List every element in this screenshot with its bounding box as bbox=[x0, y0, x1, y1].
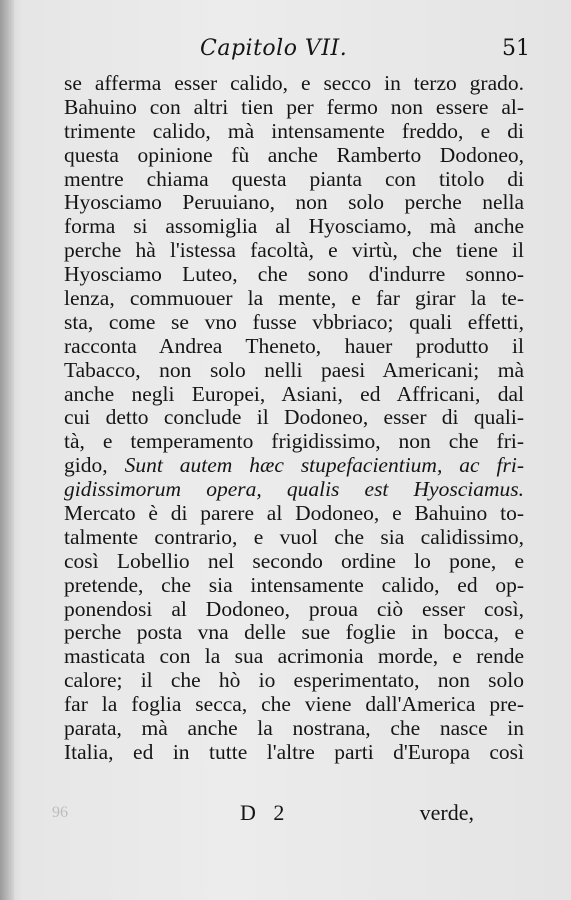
text-line: mentre chiama questa pianta con titolo di bbox=[64, 166, 524, 191]
signature-mark: D 2 bbox=[240, 800, 291, 825]
text-line: perche hà l'istessa facoltà, e virtù, che tiene il bbox=[64, 238, 524, 263]
text-line: cui detto conclude il Dodoneo, esser di quali- bbox=[64, 405, 524, 430]
text-line: Bahuino con altri tien per fermo non essere al- bbox=[64, 94, 524, 119]
text-line: calore; il che hò io esperimentato, non solo bbox=[64, 668, 524, 693]
page-gutter-shadow bbox=[0, 0, 14, 900]
body-text bbox=[64, 72, 524, 765]
text-line: questa opinione fù anche Ramberto Dodoneo, bbox=[64, 142, 524, 167]
text-line: anche negli Europei, Asiani, ed Affricani, dal bbox=[64, 381, 524, 406]
page-number: 51 bbox=[502, 36, 530, 61]
bleed-through-mark: 96 bbox=[52, 804, 68, 821]
text-line: pretende, che sia intensamente calido, ed op- bbox=[64, 572, 524, 597]
text-line: sta, come se vno fusse vbbriaco; quali effetti, bbox=[64, 309, 524, 334]
text-line: Hyosciamo Peruuiano, non solo perche nella bbox=[64, 190, 524, 215]
text-line: trimente calido, mà intensamente freddo, e di bbox=[64, 118, 524, 143]
text-line: parata, mà anche la nostrana, che nasce in bbox=[64, 716, 524, 741]
text-line-latin: gidissimorum opera, qualis est Hyosciamus. bbox=[64, 477, 524, 502]
text-line: far la foglia secca, che viene dall'America pre- bbox=[64, 692, 524, 717]
text-line: ponendosi al Dodoneo, proua ciò esser così, bbox=[64, 596, 524, 621]
text-line: talmente contrario, e vuol che sia calidissimo, bbox=[64, 524, 524, 549]
text-line: tà, e temperamento frigidissimo, non che fri- bbox=[64, 429, 524, 454]
text-line: Tabacco, non solo nelli paesi Americani; mà bbox=[64, 357, 524, 382]
text-line: perche posta vna delle sue foglie in bocca, e bbox=[64, 620, 524, 645]
text-line: Hyosciamo Luteo, che sono d'indurre sonno- bbox=[64, 262, 524, 287]
page-header bbox=[60, 36, 530, 66]
text-line: Mercato è di parere al Dodoneo, e Bahuino to- bbox=[64, 501, 524, 526]
text-line: se afferma esser calido, e secco in terzo grado. bbox=[64, 71, 524, 95]
text-line: Italia, ed in tutte l'altre parti d'Europa così bbox=[64, 739, 524, 764]
text-line: così Lobellio nel secondo ordine lo pone, e bbox=[64, 548, 524, 573]
text-line: masticata con la sua acrimonia morde, e rende bbox=[64, 644, 524, 669]
text-line-latin: gido, Sunt autem hæc stupefacientium, ac fri- bbox=[64, 453, 524, 478]
text-line: forma si assomiglia al Hyosciamo, mà anche bbox=[64, 214, 524, 239]
text-line: racconta Andrea Theneto, hauer produtto il bbox=[64, 333, 524, 358]
catchword: verde, bbox=[419, 800, 474, 825]
page-footer bbox=[64, 800, 474, 830]
text-line: lenza, commuouer la mente, e far girar la te- bbox=[64, 286, 524, 311]
running-title: Capitolo VII. bbox=[200, 36, 348, 61]
